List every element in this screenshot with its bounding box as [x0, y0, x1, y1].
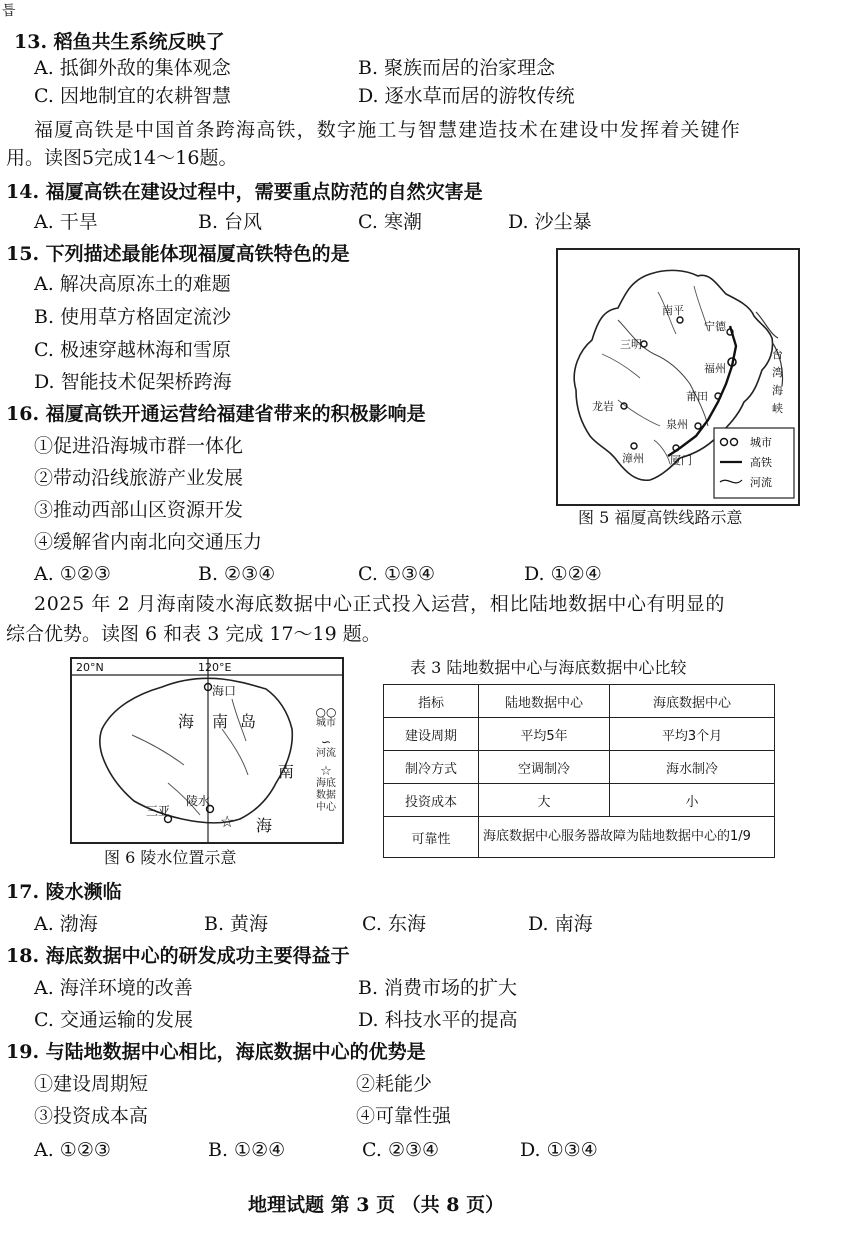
table-row [384, 751, 775, 784]
q16-option-d: D. ①②④ [524, 563, 602, 585]
q16-option-c: C. ①③④ [358, 563, 436, 585]
river-tributaries [602, 286, 708, 464]
figure6-map [70, 657, 344, 844]
q16-item-3: ③推动西部山区资源开发 [34, 499, 244, 521]
hainan-map-svg [72, 659, 342, 842]
q14-option-c: C. 寒潮 [358, 211, 422, 233]
city-nanping: 南平 [662, 304, 684, 317]
q18-stem: 18. 海底数据中心的研发成功主要得益于 [6, 945, 350, 967]
legend6-city: 城市 [316, 718, 336, 729]
q13-option-a: A. 抵御外敌的集体观念 [34, 57, 231, 79]
legend6-dc-3: 中心 [316, 802, 336, 813]
intro-fuxia-line2: 用。读图5完成14～16题。 [6, 147, 238, 169]
legend6-river: 河流 [316, 748, 336, 759]
figure6-legend [306, 706, 346, 856]
q14-option-d: D. 沙尘暴 [508, 211, 592, 233]
q19-option-c: C. ②③④ [362, 1139, 440, 1161]
q17-option-a: A. 渤海 [34, 913, 98, 935]
table-header-cell: 海底数据中心 [610, 685, 775, 718]
lon-label: 120°E [198, 661, 232, 674]
table-cell: 平均3个月 [610, 718, 775, 751]
q15-option-a: A. 解决高原冻土的难题 [34, 273, 231, 295]
q13-option-d: D. 逐水草而居的游牧传统 [358, 85, 575, 107]
table-cell: 大 [479, 784, 610, 817]
city-haikou: 海口 [212, 684, 237, 698]
page-footer: 地理试题 第 3 页 （共 8 页） [248, 1194, 505, 1216]
city-sanya: 三亚 [146, 804, 171, 818]
sea-char-2: 海 [256, 816, 273, 835]
sea-char-1: 南 [278, 762, 295, 781]
fujian-map-svg [558, 250, 798, 504]
strait-char-1: 台 [772, 348, 783, 361]
q15-option-c: C. 极速穿越林海和雪原 [34, 339, 231, 361]
legend6-dc-1: 海底 [316, 778, 336, 789]
q16-option-a: A. ①②③ [34, 563, 111, 585]
q15-stem: 15. 下列描述最能体现福厦高铁特色的是 [6, 243, 350, 265]
legend5-rail: 高铁 [750, 456, 772, 469]
intro-lingshui-line2: 综合优势。读图 6 和表 3 完成 17～19 题。 [6, 623, 381, 645]
q19-option-a: A. ①②③ [34, 1139, 111, 1161]
q19-item-3: ③投资成本高 [34, 1105, 149, 1127]
city-xiamen: 厦门 [670, 454, 692, 467]
table-cell: 平均5年 [479, 718, 610, 751]
figure5-legend [714, 428, 794, 498]
table-cell: 小 [610, 784, 775, 817]
city-fuzhou: 福州 [704, 362, 726, 375]
legend5-city: 城市 [750, 436, 772, 449]
table-row [384, 718, 775, 751]
intro-lingshui-line1: 2025 年 2 月海南陵水海底数据中心正式投入运营，相比陆地数据中心有明显的 [34, 593, 725, 615]
table-cell: 可靠性 [384, 817, 479, 858]
q14-option-b: B. 台风 [198, 211, 263, 233]
q18-option-b: B. 消费市场的扩大 [358, 977, 518, 999]
table-header-cell: 陆地数据中心 [479, 685, 610, 718]
q15-option-d: D. 智能技术促架桥跨海 [34, 371, 232, 393]
q14-stem: 14. 福厦高铁在建设过程中，需要重点防范的自然灾害是 [6, 181, 483, 203]
q18-option-a: A. 海洋环境的改善 [34, 977, 193, 999]
q19-item-2: ②耗能少 [356, 1073, 433, 1095]
figure5-caption: 图 5 福厦高铁线路示意 [578, 508, 743, 527]
q18-option-d: D. 科技水平的提高 [358, 1009, 518, 1031]
strait-char-4: 峡 [772, 402, 783, 415]
table-cell: 投资成本 [384, 784, 479, 817]
q16-stem: 16. 福厦高铁开通运营给福建省带来的积极影响是 [6, 403, 426, 425]
q17-option-c: C. 东海 [362, 913, 426, 935]
figure5-map [556, 248, 800, 506]
q19-item-1: ①建设周期短 [34, 1073, 149, 1095]
q16-item-4: ④缓解省内南北向交通压力 [34, 531, 263, 553]
table-cell: 制冷方式 [384, 751, 479, 784]
table3 [383, 684, 775, 858]
legend6-city-icon: ○○ [315, 705, 337, 719]
city-longyan: 龙岩 [592, 400, 614, 413]
q17-stem: 17. 陵水濒临 [6, 881, 122, 903]
q14-option-a: A. 干旱 [34, 211, 98, 233]
legend6-dc-2: 数据 [316, 790, 336, 801]
table-cell: 空调制冷 [479, 751, 610, 784]
q18-option-c: C. 交通运输的发展 [34, 1009, 193, 1031]
table-row [384, 784, 775, 817]
city-lingshui: 陵水 [186, 794, 211, 808]
q13-option-b: B. 聚族而居的治家理念 [358, 57, 556, 79]
island-char-3: 岛 [240, 712, 257, 731]
city-zhangzhou: 漳州 [622, 452, 644, 465]
city-ningde: 宁德 [704, 320, 726, 333]
table-header-row [384, 685, 775, 718]
q19-stem: 19. 与陆地数据中心相比，海底数据中心的优势是 [6, 1041, 426, 1063]
q16-item-1: ①促进沿海城市群一体化 [34, 435, 244, 457]
table-cell-reliability: 海底数据中心服务器故障为陆地数据中心的1/9 [479, 817, 775, 858]
city-quanzhou: 泉州 [666, 418, 688, 431]
q16-item-2: ②带动沿线旅游产业发展 [34, 467, 244, 489]
q19-option-d: D. ①③④ [520, 1139, 598, 1161]
intro-fuxia-line1: 福厦高铁是中国首条跨海高铁，数字施工与智慧建造技术在建设中发挥着关键作 [34, 119, 742, 141]
lat-label: 20°N [76, 661, 104, 674]
legend5-river: 河流 [750, 476, 772, 489]
corner-mark: 틉 [2, 3, 16, 19]
city-putian: 莆田 [686, 390, 708, 403]
table-row [384, 817, 775, 858]
legend6-river-icon: ∽ [320, 735, 332, 749]
strait-char-3: 海 [772, 384, 783, 397]
q13-option-c: C. 因地制宜的农耕智慧 [34, 85, 231, 107]
datacenter-star-icon: ☆ [220, 812, 235, 831]
table-cell: 建设周期 [384, 718, 479, 751]
strait-char-2: 湾 [772, 366, 783, 379]
island-char-1: 海 [178, 712, 195, 731]
q17-option-d: D. 南海 [528, 913, 593, 935]
table-header-cell: 指标 [384, 685, 479, 718]
q17-option-b: B. 黄海 [204, 913, 269, 935]
q19-item-4: ④可靠性强 [356, 1105, 452, 1127]
legend6-star-icon: ☆ [320, 764, 332, 779]
island-char-2: 南 [212, 712, 229, 731]
q15-option-b: B. 使用草方格固定流沙 [34, 306, 232, 328]
table3-caption: 表 3 陆地数据中心与海底数据中心比较 [410, 658, 687, 677]
q13-stem: 13. 稻鱼共生系统反映了 [14, 31, 225, 53]
q16-option-b: B. ②③④ [198, 563, 276, 585]
city-sanming: 三明 [620, 338, 642, 351]
table-cell: 海水制冷 [610, 751, 775, 784]
figure6-caption: 图 6 陵水位置示意 [104, 848, 237, 867]
q19-option-b: B. ①②④ [208, 1139, 286, 1161]
